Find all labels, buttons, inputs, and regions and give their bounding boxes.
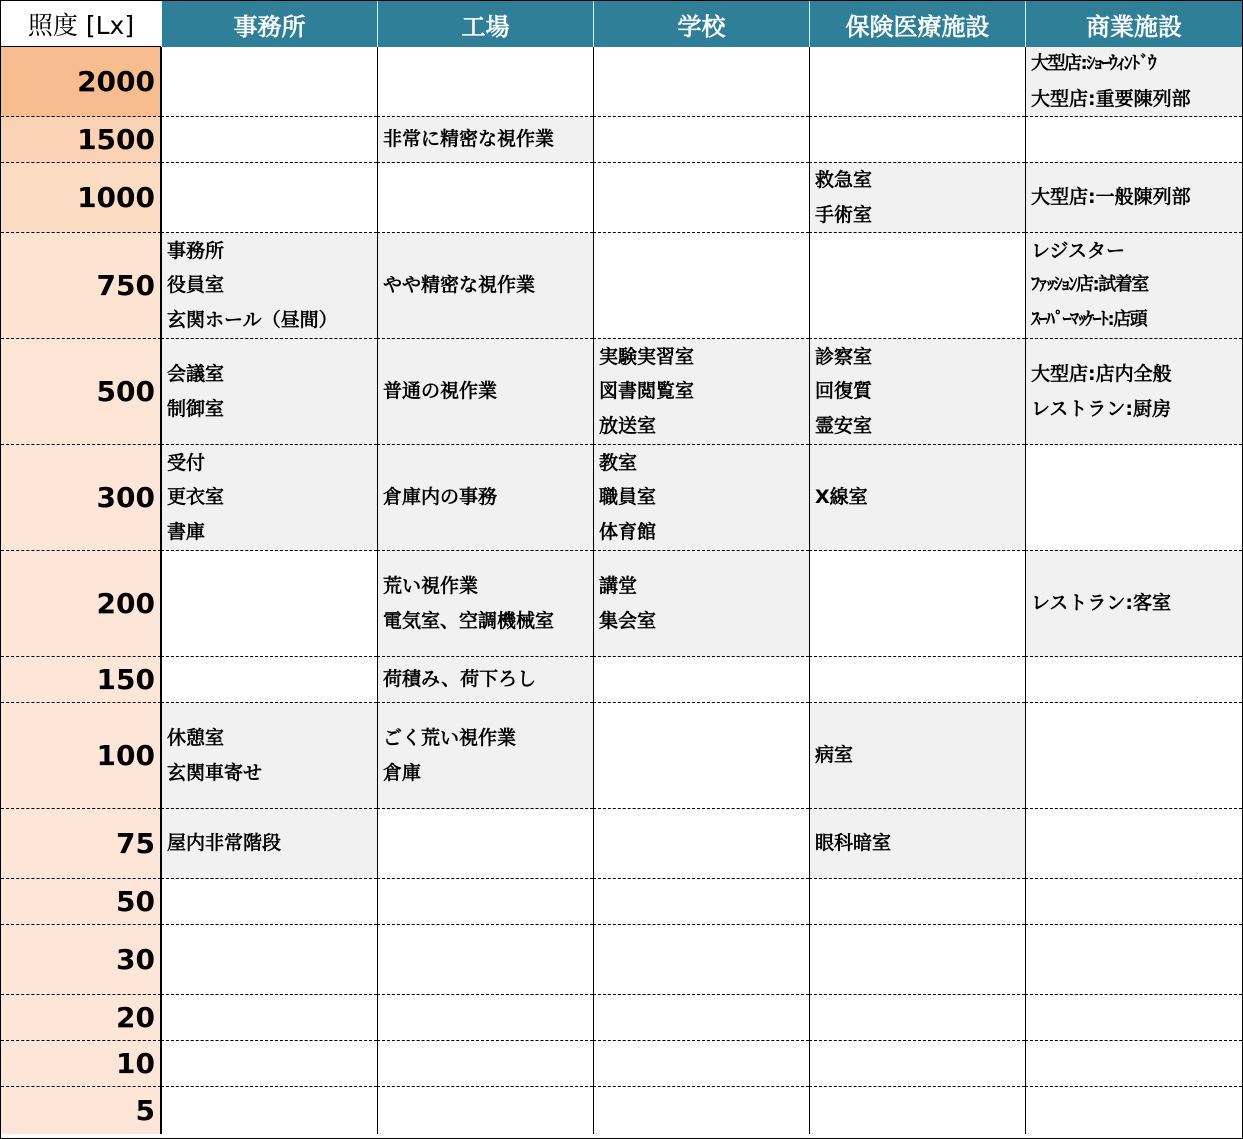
table-cell-factory [377,117,593,163]
table-cell-commercial [1025,995,1242,1041]
lux-value: 50 [1,879,161,925]
table-cell-factory [377,163,593,233]
cell-item: 霊安室 [815,414,873,437]
table-cell-office [161,47,377,117]
table-cell-commercial [1025,1041,1242,1087]
table-cell-medical [809,445,1025,551]
cell-item: やや精密な視作業 [383,274,536,297]
table-cell-school [593,703,809,809]
table-cell-factory [377,657,593,703]
table-cell-commercial [1025,657,1242,703]
table-cell-office [161,233,377,339]
cell-item: 役員室 [167,274,225,297]
table-cell-office [161,339,377,445]
cell-item: レストラン:客室 [1031,592,1172,615]
cell-item: ごく荒い視作業 [383,727,517,749]
lux-value: 500 [1,339,161,445]
table-cell-school [593,657,809,703]
cell-item: 休憩室 [167,727,225,749]
table-cell-school [593,47,809,117]
table-cell-office [161,1087,377,1134]
table-cell-school [593,1087,809,1134]
table-cell-factory [377,809,593,879]
cell-item: 回復質 [815,380,873,403]
cell-item: ﾌｧｯｼｮﾝ店:試着室 [1031,274,1148,296]
cell-item: レストラン:厨房 [1031,397,1172,420]
cell-item: 制御室 [167,397,225,420]
table-cell-school [593,117,809,163]
cell-item: 図書閲覧室 [599,380,695,403]
lux-value: 30 [1,925,161,995]
table-cell-medical [809,47,1025,117]
table-cell-medical [809,809,1025,879]
table-cell-school [593,445,809,551]
table-cell-factory [377,703,593,809]
column-header-school: 学校 [593,1,809,47]
table-cell-office [161,809,377,879]
table-cell-medical [809,1087,1025,1134]
table-cell-office [161,995,377,1041]
table-cell-factory [377,551,593,657]
cell-item: 講堂 [599,575,638,597]
table-cell-medical [809,163,1025,233]
table-cell-school [593,163,809,233]
table-cell-factory [377,1087,593,1134]
table-cell-commercial [1025,1087,1242,1134]
table-cell-commercial [1025,445,1242,551]
cell-item: 倉庫内の事務 [383,486,498,509]
table-cell-school [593,879,809,925]
cell-item: 救急室 [815,169,873,191]
lux-value: 750 [1,233,161,339]
cell-item: 普通の視作業 [383,380,498,403]
cell-item: レジスター [1031,239,1125,262]
table-cell-factory [377,995,593,1041]
table-cell-factory [377,233,593,339]
table-cell-factory [377,879,593,925]
table-cell-medical [809,1041,1025,1087]
table-cell-office [161,879,377,925]
cell-item: 非常に精密な視作業 [383,128,555,151]
cell-item: 実験実習室 [599,345,695,368]
table-cell-commercial [1025,809,1242,879]
cell-item: 大型店:ｼｮｰｳｨﾝﾄﾞｳ [1031,53,1156,74]
cell-item: 放送室 [599,414,657,437]
column-header-factory: 工場 [377,1,593,47]
cell-item: 手術室 [815,203,873,226]
cell-item: 屋内非常階段 [167,832,282,855]
table-cell-office [161,703,377,809]
table-cell-factory [377,339,593,445]
table-cell-medical [809,657,1025,703]
lux-value: 5 [1,1087,161,1134]
cell-item: 体育館 [599,520,657,543]
cell-item: X線室 [815,486,868,509]
cell-item: 眼科暗室 [815,832,892,855]
table-cell-factory [377,47,593,117]
lux-value: 100 [1,703,161,809]
table-cell-office [161,925,377,995]
lux-value: 1500 [1,117,161,163]
lux-value: 300 [1,445,161,551]
table-cell-office [161,657,377,703]
cell-item: 荷積み、荷下ろし [383,668,537,691]
table-cell-commercial [1025,47,1242,117]
cell-item: 事務所 [167,239,225,262]
cell-item: 職員室 [599,486,657,509]
table-cell-office [161,117,377,163]
lux-value: 150 [1,657,161,703]
table-cell-medical [809,117,1025,163]
cell-item: 玄関ホール（昼間） [167,308,338,331]
table-cell-school [593,1041,809,1087]
table-cell-office [161,1041,377,1087]
cell-item: 受付 [167,451,206,474]
table-cell-commercial [1025,551,1242,657]
table-cell-school [593,809,809,879]
column-header-medical: 保険医療施設 [809,1,1025,47]
table-cell-commercial [1025,163,1242,233]
cell-item: 教室 [599,451,638,474]
table-cell-office [161,163,377,233]
table-cell-medical [809,703,1025,809]
cell-item: 病室 [815,744,854,767]
cell-item: 大型店:店内全般 [1031,363,1172,385]
cell-item: 荒い視作業 [383,575,479,597]
table-cell-factory [377,925,593,995]
cell-item: 診察室 [815,345,873,368]
table-cell-factory [377,1041,593,1087]
table-cell-commercial [1025,339,1242,445]
table-cell-medical [809,339,1025,445]
lux-value: 20 [1,995,161,1041]
table-cell-medical [809,925,1025,995]
table-cell-commercial [1025,925,1242,995]
table-cell-medical [809,995,1025,1041]
table-cell-medical [809,879,1025,925]
cell-item: 倉庫 [383,761,422,784]
table-cell-school [593,339,809,445]
column-header-office: 事務所 [161,1,377,47]
table-cell-medical [809,551,1025,657]
cell-item: 更衣室 [167,486,225,509]
table-cell-commercial [1025,703,1242,809]
lux-value: 200 [1,551,161,657]
column-header-commercial: 商業施設 [1025,1,1242,47]
table-cell-office [161,551,377,657]
cell-item: 大型店:重要陳列部 [1031,87,1191,110]
lux-value: 75 [1,809,161,879]
cell-item: 大型店:一般陳列部 [1031,186,1191,209]
cell-item: 電気室、空調機械室 [383,609,555,632]
cell-item: 会議室 [167,363,225,385]
cell-item: ｽｰﾊﾟｰﾏｯｹｰﾄ:店頭 [1031,308,1147,330]
table-cell-factory [377,445,593,551]
table-cell-commercial [1025,879,1242,925]
table-cell-school [593,551,809,657]
lux-value: 2000 [1,47,161,117]
lux-value: 1000 [1,163,161,233]
cell-item: 集会室 [599,609,657,632]
table-cell-school [593,995,809,1041]
cell-item: 玄関車寄せ [167,761,263,784]
table-cell-commercial [1025,233,1242,339]
lux-value: 10 [1,1041,161,1087]
table-cell-commercial [1025,117,1242,163]
table-cell-medical [809,233,1025,339]
corner-header: 照度 [Lx] [1,1,161,47]
table-cell-school [593,925,809,995]
cell-item: 書庫 [167,520,206,543]
table-cell-office [161,445,377,551]
table-cell-school [593,233,809,339]
